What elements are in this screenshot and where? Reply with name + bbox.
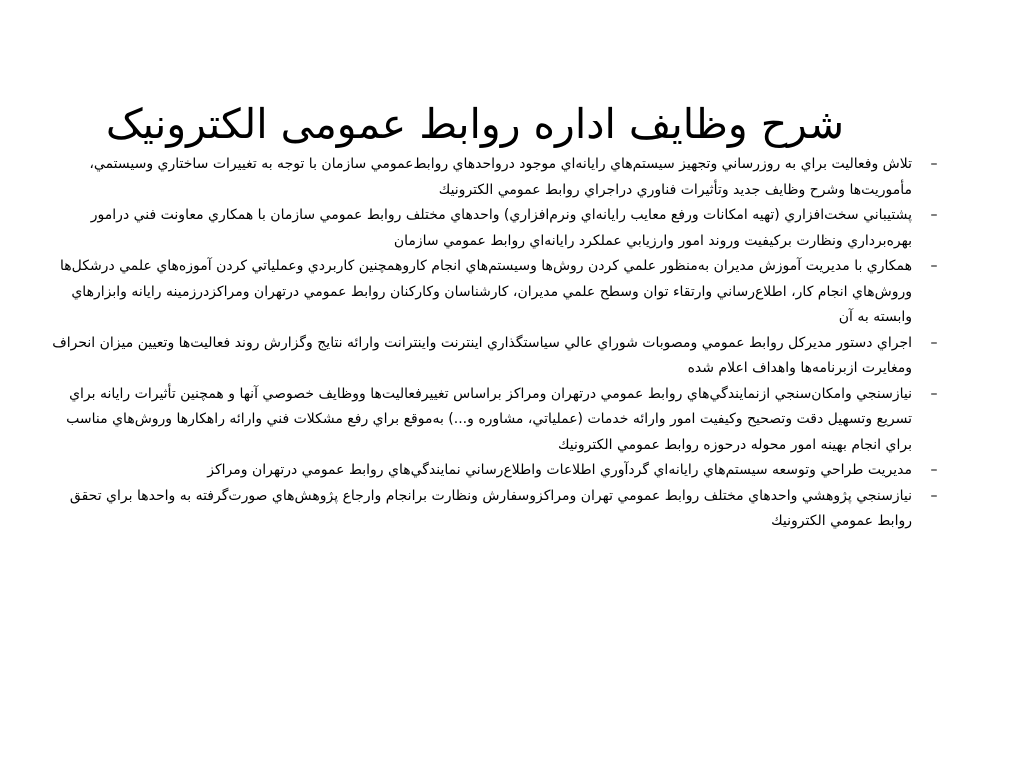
bullet-marker: – bbox=[930, 385, 938, 402]
bullet-item bbox=[52, 331, 938, 382]
bullet-marker: – bbox=[930, 487, 938, 504]
bullet-item bbox=[52, 458, 938, 484]
bullet-marker: – bbox=[930, 462, 938, 478]
bullet-text: پشتيباني سخت‌افزاري (تهيه امكانات ورفع معايب رايانه‌اي ونرم‌افزاري) واحدهاي مختلف روابط عمومي سازمان با همكاري معاونت فني درامور بهره‌برداري ونظارت بركيفيت وروند امور وارزيابي عملكرد رايانه‌اي روابط عمومي سازمان bbox=[90, 207, 912, 249]
bullet-marker: – bbox=[930, 334, 938, 351]
slide-title: شرح وظایف اداره روابط عمومی الکترونیک bbox=[105, 100, 845, 149]
bullet-text: تلاش وفعاليت براي به روزرساني وتجهيز سيستم‌هاي رايانه‌اي موجود درواحدهاي روابط‌عمومي سازمان با توجه به تغييرات ساختاري وسيستمي، مأموريت‌ها وشرح وظايف جديد وتأثيرات فناوري دراجراي روابط عمومي الكترونيك bbox=[89, 156, 912, 198]
bullet-item bbox=[52, 203, 938, 254]
bullet-marker: – bbox=[930, 207, 938, 223]
bullet-item bbox=[52, 152, 938, 203]
bullet-text: نيازسنجي وامكان‌سنجي ازنمايندگي‌هاي روابط عمومي درتهران ومراكز براساس تغييرفعاليت‌ها ووظايف خصوصي آنها و همچنين تأثيرات رايانه براي تسريع وتسهيل دقت وتصحيح وكيفيت امور وارائه خدمات (عملياتي، مشاوره و...) به‌موقع براي رفع مشكلات فني وارائه راهكارها وروش‌هاي مناسب براي انجام بهينه امور محوله درحوزه روابط عمومي الكترونيك bbox=[66, 385, 912, 453]
bullet-list bbox=[52, 152, 938, 535]
bullet-marker: – bbox=[930, 258, 938, 274]
bullet-marker: – bbox=[930, 156, 938, 172]
bullet-text: همكاري با مديريت آموزش مديران به‌منظور علمي كردن روش‌ها وسيستم‌هاي انجام كاروهمچنين كاربردي وعملياتي كردن آموزه‌هاي علمي درشكل‌ها وروش‌هاي انجام كار، اطلاع‌رساني وارتقاء توان وسطح علمي مديران، كارشناسان وكاركنان روابط عمومي درتهران ومراكزدرزمينه رايانه وابزارهاي وابسته به آن bbox=[59, 258, 912, 325]
bullet-text: اجراي دستور مديركل روابط عمومي ومصوبات شوراي عالي سياستگذاري اينترنت واينترانت وارائه نتايج وگزارش روند فعاليت‌ها وتعيين ميزان انحراف ومغايرت ازبرنامه‌ها واهداف اعلام شده bbox=[52, 334, 912, 376]
bullet-text: مديريت طراحي وتوسعه سيستم‌هاي رايانه‌اي گردآوري اطلاعات واطلاع‌رساني نمايندگي‌هاي روابط عمومي درتهران ومراكز bbox=[207, 462, 912, 478]
bullet-item bbox=[52, 382, 938, 459]
bullet-item bbox=[52, 254, 938, 331]
bullet-item bbox=[52, 484, 938, 535]
bullet-text: نيازسنجي پژوهشي واحدهاي مختلف روابط عمومي تهران ومراكزوسفارش ونظارت برانجام وارجاع پژوهش‌هاي صورت‌گرفته به واحدها براي تحقق روابط عمومي الكترونيك bbox=[69, 487, 912, 529]
